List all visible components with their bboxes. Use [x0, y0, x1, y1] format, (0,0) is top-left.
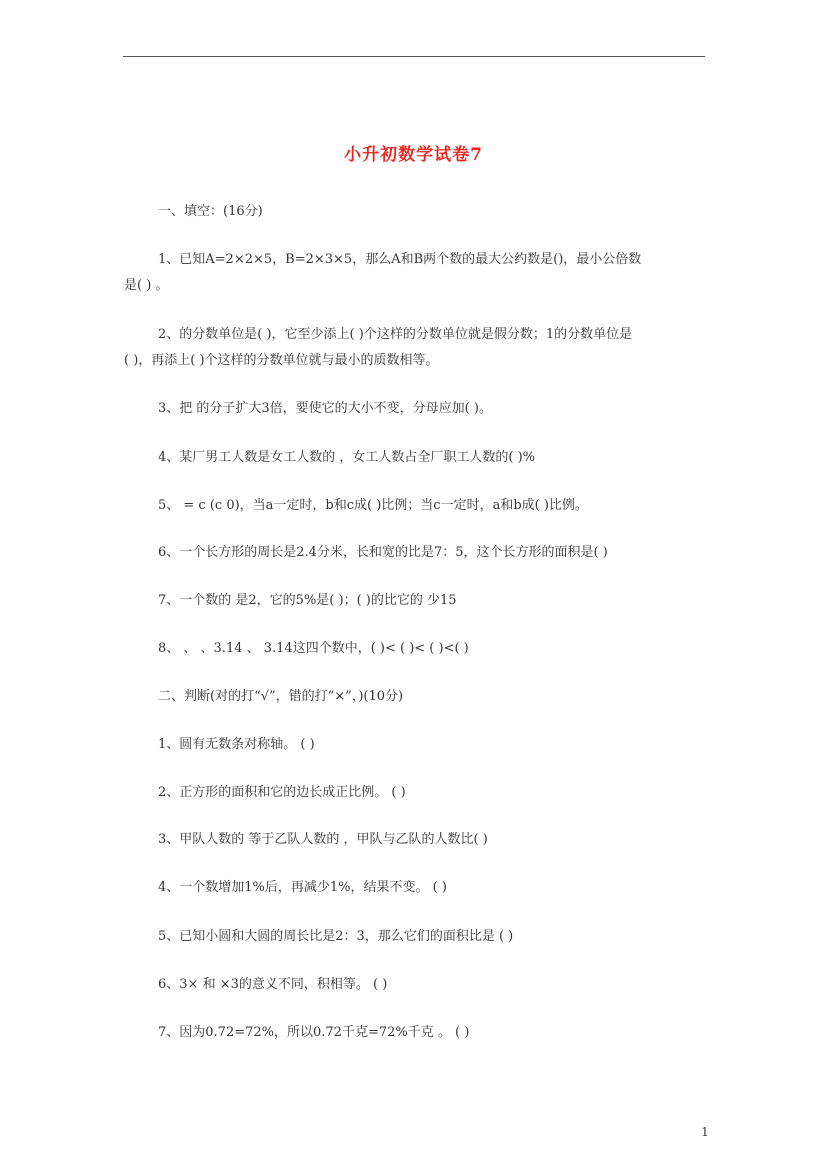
- question-1-5: 5、 = c (c 0)，当a一定时，b和c成( )比例；当c一定时，a和b成( )比例。: [158, 498, 588, 513]
- page-title: 小升初数学试卷7: [344, 145, 483, 165]
- question-1-1-line-1: 1、已知A=2×2×5，B=2×3×5，那么A和B两个数的最大公约数是()，最小公倍数: [158, 252, 642, 267]
- question-1-2-line-1: 2、的分数单位是( )，它至少添上( )个这样的分数单位就是假分数；1的分数单位是: [158, 327, 633, 342]
- question-2-7: 7、因为0.72=72%，所以0.72千克=72%千克 。 ( ): [158, 1025, 470, 1040]
- question-2-3: 3、甲队人数的 等于乙队人数的 ，甲队与乙队的人数比( ): [158, 832, 488, 847]
- question-2-5: 5、已知小圆和大圆的周长比是2：3，那么它们的面积比是 ( ): [158, 929, 514, 944]
- question-1-8: 8、 、 、3.14 、 3.14这四个数中，( )< ( )< ( )<( ): [158, 641, 469, 656]
- question-1-1-line-2: 是( ) 。: [124, 278, 169, 293]
- section-heading-true-false: 二、判断(对的打“√”，错的打“×”，)(10分): [158, 689, 404, 704]
- header-rule: [123, 56, 705, 57]
- question-1-7: 7、一个数的 是2，它的5%是( )；( )的比它的 少15: [158, 593, 457, 608]
- question-1-6: 6、一个长方形的周长是2.4分米，长和宽的比是7：5，这个长方形的面积是( ): [158, 545, 608, 560]
- question-2-2: 2、正方形的面积和它的边长成正比例。 ( ): [158, 785, 406, 800]
- question-2-1: 1、圆有无数条对称轴。 ( ): [158, 737, 315, 752]
- question-1-4: 4、某厂男工人数是女工人数的 ，女工人数占全厂职工人数的( )%: [158, 450, 536, 465]
- section-heading-fill-in: 一、填空：(16分): [158, 204, 263, 219]
- question-2-6: 6、3× 和 ×3的意义不同，积相等。 ( ): [158, 977, 388, 992]
- question-1-3: 3、把 的分子扩大3倍，要使它的大小不变，分母应加( )。: [158, 401, 492, 416]
- page-number: 1: [701, 1125, 709, 1139]
- question-1-2-line-2: ( )，再添上( )个这样的分数单位就与最小的质数相等。: [124, 353, 439, 368]
- question-2-4: 4、一个数增加1%后，再减少1%，结果不变。 ( ): [158, 880, 447, 895]
